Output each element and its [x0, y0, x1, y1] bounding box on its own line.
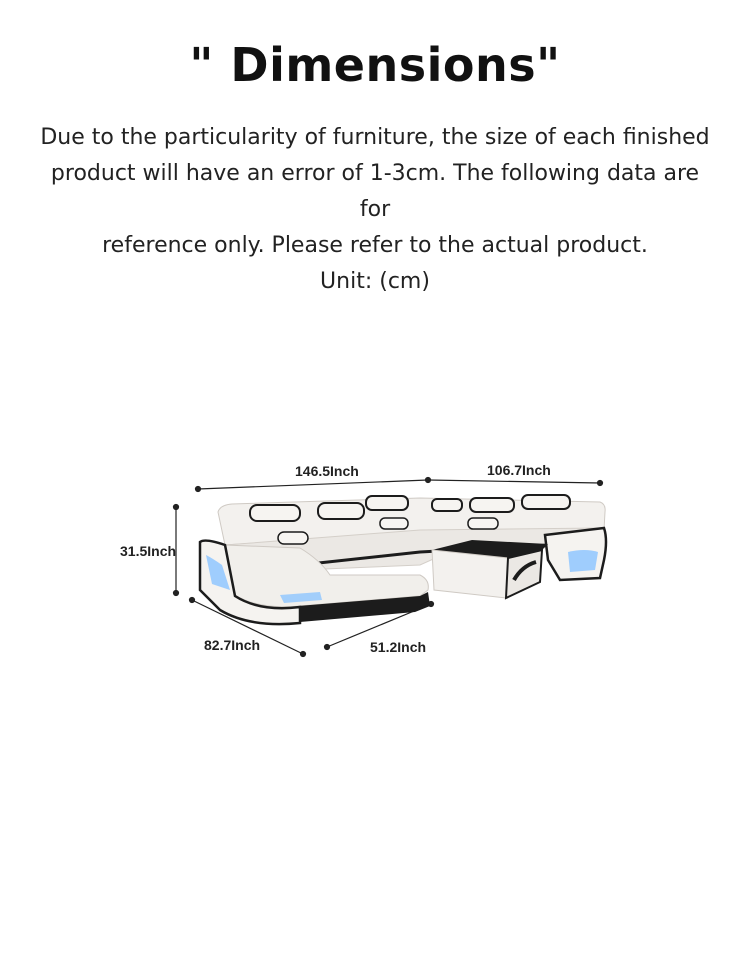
description-line-3: reference only. Please refer to the actual product.	[102, 233, 648, 258]
back-width-line	[198, 480, 428, 489]
height-label: 31.5Inch	[120, 543, 177, 559]
side-width-line	[428, 480, 600, 483]
back-width-label: 146.5Inch	[295, 463, 359, 479]
chaise-depth-label: 51.2Inch	[370, 639, 427, 655]
unit-label: Unit: (cm)	[320, 269, 430, 294]
left-depth-label: 82.7Inch	[204, 637, 261, 653]
side-width-label: 106.7Inch	[487, 462, 551, 478]
page-title: " Dimensions"	[189, 38, 561, 92]
description-line-1: Due to the particularity of furniture, the size of each finished	[40, 125, 710, 150]
sofa-illustration	[200, 495, 606, 624]
description-line-2: product will have an error of 1-3cm. The following data are for	[50, 161, 700, 222]
